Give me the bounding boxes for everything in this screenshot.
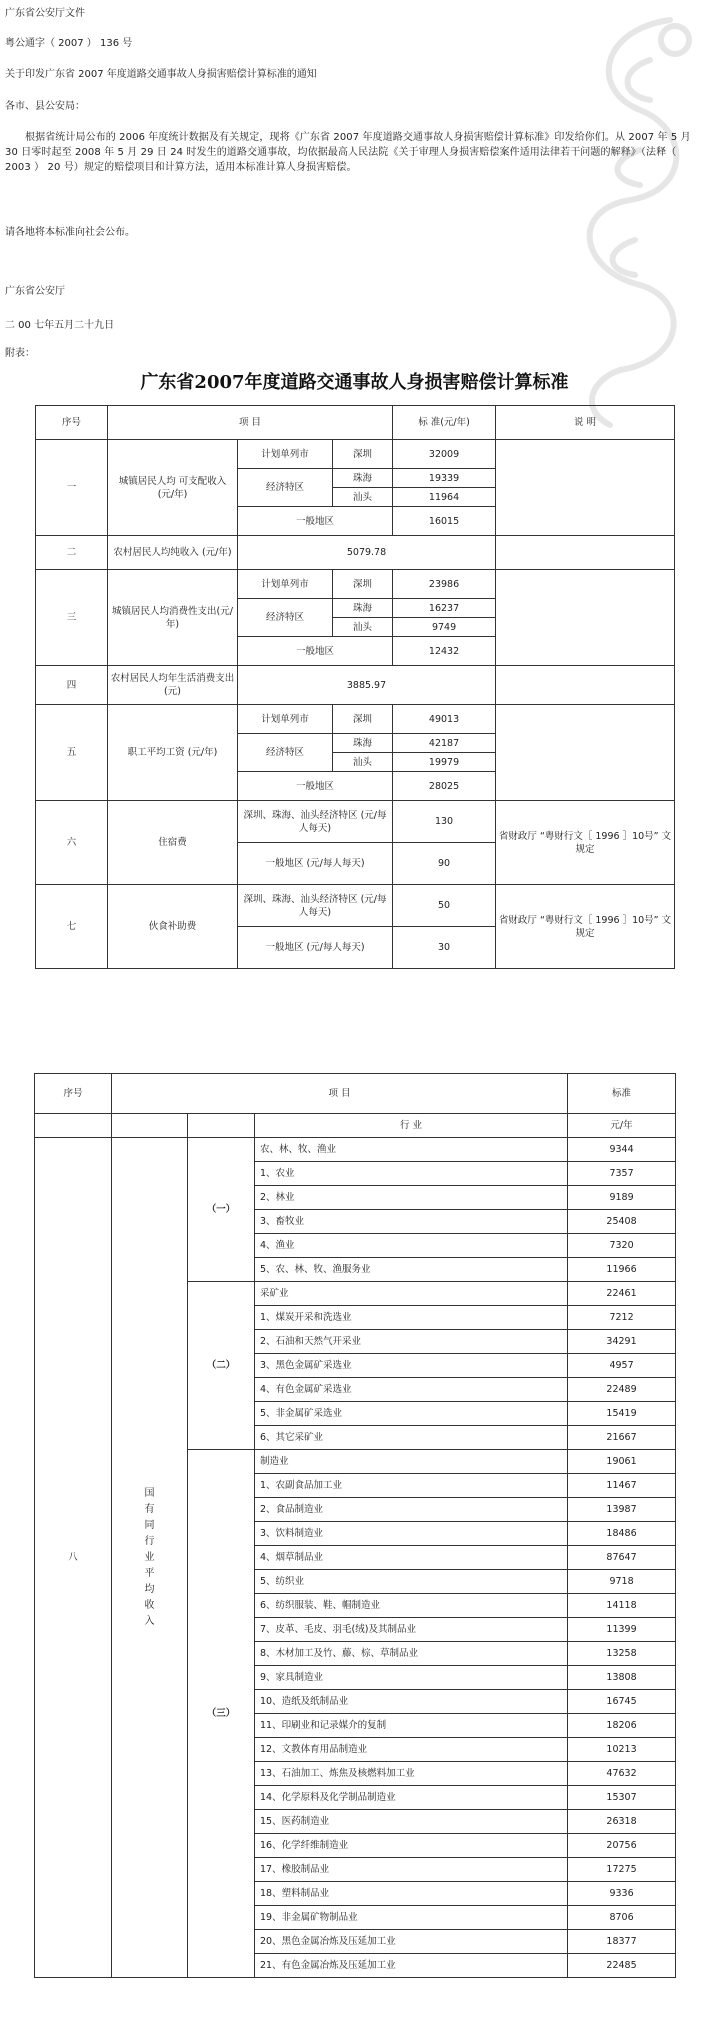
t2-group-label: （一）	[188, 1138, 255, 1282]
row1-zhuhai-value: 19339	[393, 469, 496, 488]
watermark-dragon	[470, 0, 709, 430]
industry-name: 16、化学纤维制造业	[255, 1834, 568, 1858]
industry-name: 3、黑色金属矿采选业	[255, 1354, 568, 1378]
industry-value: 7357	[568, 1162, 676, 1186]
t2-header-standard: 标准	[568, 1074, 676, 1114]
row3-general: 一般地区	[238, 637, 393, 666]
industry-row	[35, 1138, 676, 1162]
attachment-label: 附表：	[5, 348, 35, 359]
row7-no: 七	[36, 885, 108, 969]
row5-note	[496, 705, 675, 801]
row5-general: 一般地区	[238, 772, 393, 801]
industry-value: 14118	[568, 1594, 676, 1618]
addressee: 各市、县公安局：	[5, 101, 85, 112]
industry-value: 11399	[568, 1618, 676, 1642]
industry-value: 34291	[568, 1330, 676, 1354]
notice-subject: 关于印发广东省 2007 年度道路交通事故人身损害赔偿计算标准的通知	[5, 69, 317, 80]
t2-header-item: 项 目	[112, 1074, 568, 1114]
row7-note: 省财政厅 “粤财行文［ 1996 ］10号” 文规定	[496, 885, 675, 969]
row1-sez: 经济特区	[238, 469, 333, 507]
issue-date: 二 00 七年五月二十九日	[5, 320, 115, 331]
industry-value: 10213	[568, 1738, 676, 1762]
industry-name: 2、石油和天然气开采业	[255, 1330, 568, 1354]
row5-no: 五	[36, 705, 108, 801]
table2-subheader	[35, 1114, 676, 1138]
t2-header-industry: 行 业	[255, 1114, 568, 1138]
row6-general-value: 90	[393, 843, 496, 885]
industry-value: 20756	[568, 1834, 676, 1858]
industry-name: 8、木材加工及竹、藤、棕、草制品业	[255, 1642, 568, 1666]
industry-name: 农、林、牧、渔业	[255, 1138, 568, 1162]
row5-name: 职工平均工资 (元/年)	[108, 705, 238, 801]
row2-note	[496, 536, 675, 570]
industry-name: 12、文教体育用品制造业	[255, 1738, 568, 1762]
industry-name: 17、橡胶制品业	[255, 1858, 568, 1882]
industry-name: 2、林业	[255, 1186, 568, 1210]
industry-value: 22485	[568, 1954, 676, 1978]
industry-value: 21667	[568, 1426, 676, 1450]
row6-note: 省财政厅 “粤财行文［ 1996 ］10号” 文规定	[496, 801, 675, 885]
row2-name: 农村居民人均纯收入 (元/年)	[108, 536, 238, 570]
row6-sez-label: 深圳、珠海、汕头经济特区 (元/每人每天)	[238, 801, 393, 843]
industry-name: 15、医药制造业	[255, 1810, 568, 1834]
t2-vertical-label-cell	[112, 1138, 188, 1978]
row6-general-label: 一般地区 (元/每人每天)	[238, 843, 393, 885]
row4-no: 四	[36, 666, 108, 705]
industry-name: 2、食品制造业	[255, 1498, 568, 1522]
row6-no: 六	[36, 801, 108, 885]
row5-shenzhen-value: 49013	[393, 705, 496, 734]
industry-name: 18、塑料制品业	[255, 1882, 568, 1906]
industry-value: 15419	[568, 1402, 676, 1426]
industry-value: 22461	[568, 1282, 676, 1306]
industry-name: 20、黑色金属冶炼及压延加工业	[255, 1930, 568, 1954]
industry-value: 4957	[568, 1354, 676, 1378]
row4-name: 农村居民人均年生活消费支出 (元)	[108, 666, 238, 705]
industry-value: 26318	[568, 1810, 676, 1834]
industry-name: 3、饮料制造业	[255, 1522, 568, 1546]
row5-general-value: 28025	[393, 772, 496, 801]
signer: 广东省公安厅	[5, 286, 65, 297]
industry-value: 18486	[568, 1522, 676, 1546]
industry-name: 21、有色金属冶炼及压延加工业	[255, 1954, 568, 1978]
industry-name: 1、农副食品加工业	[255, 1474, 568, 1498]
industry-value: 22489	[568, 1378, 676, 1402]
row1-shantou-value: 11964	[393, 488, 496, 507]
industry-value: 9344	[568, 1138, 676, 1162]
row7-general-value: 30	[393, 927, 496, 969]
row5-sez: 经济特区	[238, 734, 333, 772]
industry-name: 5、农、林、牧、渔服务业	[255, 1258, 568, 1282]
header-no: 序号	[36, 406, 108, 440]
row3-sez: 经济特区	[238, 599, 333, 637]
t2-header-no: 序号	[35, 1074, 112, 1114]
industry-name: 4、渔业	[255, 1234, 568, 1258]
industry-name: 19、非金属矿物制品业	[255, 1906, 568, 1930]
row1-zhuhai: 珠海	[333, 469, 393, 488]
row2-value: 5079.78	[238, 536, 496, 570]
industry-name: 采矿业	[255, 1282, 568, 1306]
row5-plan-city: 计划单列市	[238, 705, 333, 734]
row2-no: 二	[36, 536, 108, 570]
row7-general-label: 一般地区 (元/每人每天)	[238, 927, 393, 969]
row4-value: 3885.97	[238, 666, 496, 705]
row1-name: 城镇居民人均 可支配收入 (元/年)	[108, 440, 238, 536]
industry-name: 4、烟草制品业	[255, 1546, 568, 1570]
table2-header	[35, 1074, 676, 1114]
t2-subhead-blank	[112, 1114, 188, 1138]
row4-note	[496, 666, 675, 705]
row3-note	[496, 570, 675, 666]
industry-name: 4、有色金属矿采选业	[255, 1378, 568, 1402]
compensation-table-2	[34, 1073, 676, 1978]
table-title: 广东省2007年度道路交通事故人身损害赔偿计算标准	[140, 372, 569, 393]
industry-name: 13、石油加工、炼焦及核燃料加工业	[255, 1762, 568, 1786]
row1-general: 一般地区	[238, 507, 393, 536]
issuer-line: 广东省公安厅文件	[5, 8, 85, 19]
row7-sez-label: 深圳、珠海、汕头经济特区 (元/每人每天)	[238, 885, 393, 927]
row1-general-value: 16015	[393, 507, 496, 536]
row1-plan-city: 计划单列市	[238, 440, 333, 469]
t2-header-unit: 元/年	[568, 1114, 676, 1138]
row3-no: 三	[36, 570, 108, 666]
industry-value: 13987	[568, 1498, 676, 1522]
header-standard: 标 准(元/年)	[393, 406, 496, 440]
row1-no: 一	[36, 440, 108, 536]
row3-name: 城镇居民人均消费性支出(元/年)	[108, 570, 238, 666]
row7-sez-value: 50	[393, 885, 496, 927]
industry-value: 15307	[568, 1786, 676, 1810]
industry-value: 11966	[568, 1258, 676, 1282]
industry-value: 17275	[568, 1858, 676, 1882]
industry-value: 19061	[568, 1450, 676, 1474]
table1-header	[36, 406, 675, 440]
row5-zhuhai-value: 42187	[393, 734, 496, 753]
industry-name: 制造业	[255, 1450, 568, 1474]
row5-zhuhai: 珠海	[333, 734, 393, 753]
t2-group-label: （二）	[188, 1282, 255, 1450]
industry-name: 6、纺织服装、鞋、帽制造业	[255, 1594, 568, 1618]
t2-group-label: （三）	[188, 1450, 255, 1978]
industry-value: 13808	[568, 1666, 676, 1690]
row3-zhuhai: 珠海	[333, 599, 393, 618]
industry-value: 9189	[568, 1186, 676, 1210]
row5-shenzhen: 深圳	[333, 705, 393, 734]
row6-name: 住宿费	[108, 801, 238, 885]
row3-plan-city: 计划单列市	[238, 570, 333, 599]
row3-zhuhai-value: 16237	[393, 599, 496, 618]
t2-subhead-no	[35, 1114, 112, 1138]
industry-value: 7320	[568, 1234, 676, 1258]
row6-sez-value: 130	[393, 801, 496, 843]
row1-shenzhen: 深圳	[333, 440, 393, 469]
industry-name: 1、农业	[255, 1162, 568, 1186]
row7-name: 伙食补助费	[108, 885, 238, 969]
row3-shenzhen: 深圳	[333, 570, 393, 599]
industry-value: 47632	[568, 1762, 676, 1786]
industry-value: 8706	[568, 1906, 676, 1930]
industry-value: 87647	[568, 1546, 676, 1570]
industry-value: 18206	[568, 1714, 676, 1738]
industry-name: 1、煤炭开采和洗选业	[255, 1306, 568, 1330]
industry-value: 9336	[568, 1882, 676, 1906]
t2-vertical-label: 国有同行业平均收入	[144, 1487, 155, 1627]
row3-shantou: 汕头	[333, 618, 393, 637]
row1-shantou: 汕头	[333, 488, 393, 507]
t2-row-no: 八	[35, 1138, 112, 1978]
industry-name: 5、非金属矿采选业	[255, 1402, 568, 1426]
industry-name: 7、皮革、毛皮、羽毛(绒)及其制品业	[255, 1618, 568, 1642]
industry-name: 6、其它采矿业	[255, 1426, 568, 1450]
t2-subhead-group	[188, 1114, 255, 1138]
industry-name: 3、畜牧业	[255, 1210, 568, 1234]
header-note: 说 明	[496, 406, 675, 440]
industry-name: 10、造纸及纸制品业	[255, 1690, 568, 1714]
industry-name: 14、化学原料及化学制品制造业	[255, 1786, 568, 1810]
industry-value: 13258	[568, 1642, 676, 1666]
row1-shenzhen-value: 32009	[393, 440, 496, 469]
industry-value: 9718	[568, 1570, 676, 1594]
row3-shenzhen-value: 23986	[393, 570, 496, 599]
header-item: 项 目	[108, 406, 393, 440]
row1-note	[496, 440, 675, 536]
industry-name: 9、家具制造业	[255, 1666, 568, 1690]
publish-notice: 请各地将本标准向社会公布。	[5, 227, 135, 238]
industry-value: 7212	[568, 1306, 676, 1330]
row3-general-value: 12432	[393, 637, 496, 666]
compensation-table-1	[35, 405, 675, 969]
row5-shantou: 汕头	[333, 753, 393, 772]
body-paragraph: 根据省统计局公布的 2006 年度统计数据及有关规定，现将《广东省 2007 年度道路交通事故人身损害赔偿计算标准》印发给你们。从 2007 年 5 月 30 日零时起至 2008 年 5 月 29 日 24 时发生的道路交通事故，均依据最高人民法院《关于审理人身损害赔偿案件适用法律若干问题的解释》（法释（ 2003 ） 20 号）规定的赔偿项目和计算方法，适用本标准计算人身损害赔偿。	[5, 132, 691, 173]
industry-value: 18377	[568, 1930, 676, 1954]
row5-shantou-value: 19979	[393, 753, 496, 772]
industry-name: 5、纺织业	[255, 1570, 568, 1594]
doc-number: 粤公通字（ 2007 ） 136 号	[5, 38, 133, 49]
row3-shantou-value: 9749	[393, 618, 496, 637]
industry-value: 16745	[568, 1690, 676, 1714]
industry-value: 11467	[568, 1474, 676, 1498]
industry-name: 11、印刷业和记录媒介的复制	[255, 1714, 568, 1738]
industry-value: 25408	[568, 1210, 676, 1234]
